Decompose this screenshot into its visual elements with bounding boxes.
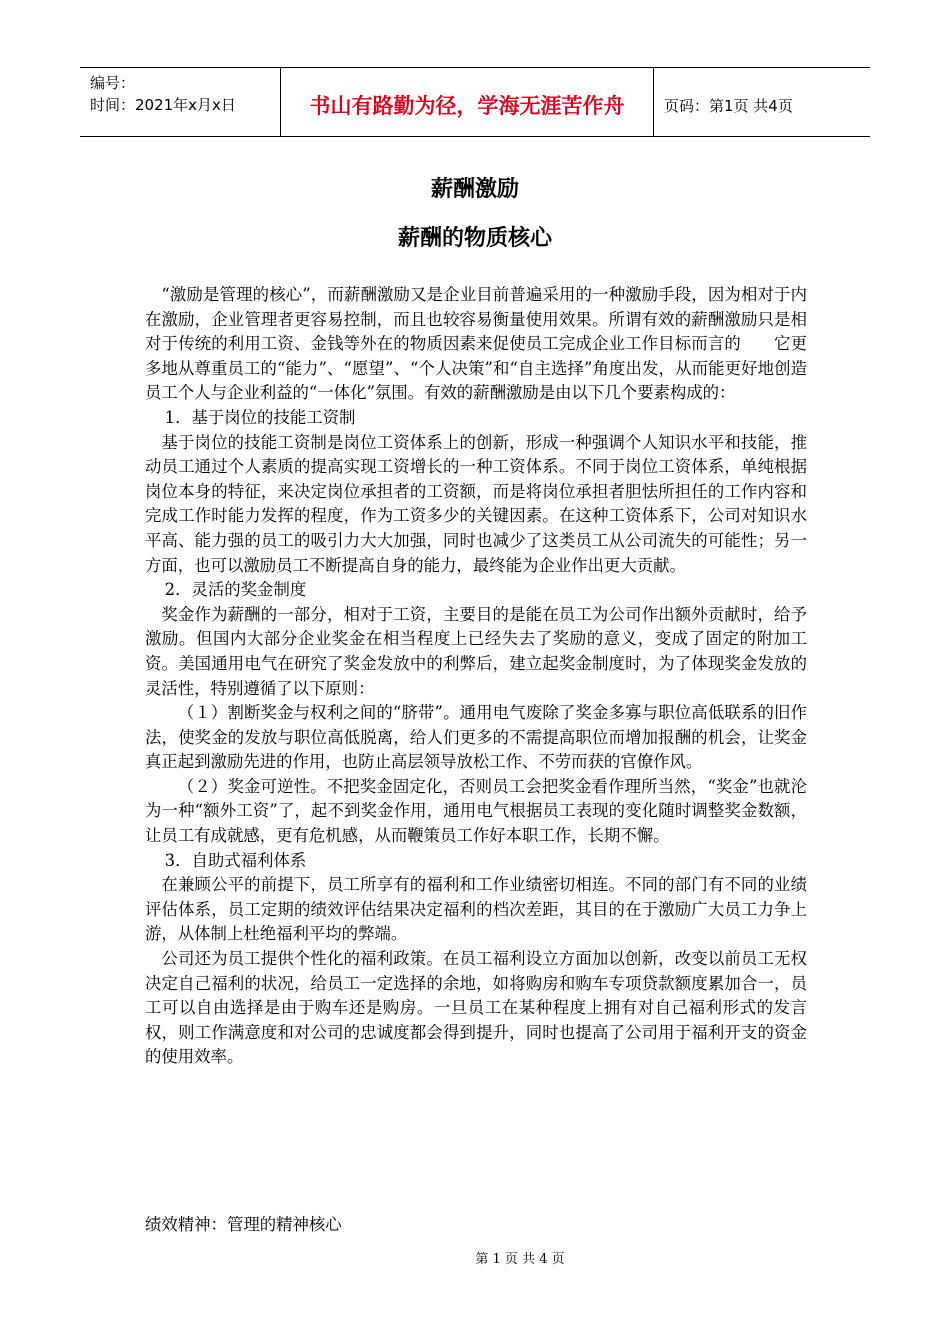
intro-paragraph: “激励是管理的核心”，而薪酬激励又是企业目前普遍采用的一种激励手段，因为相对于内在激励，企业管理者更容易控制，而且也较容易衡量使用效果。所谓有效的薪酬激励只是相对于传统的利用工资、金钱等外在的物质因素来促使员工完成企业工作目标而言的 它更多地从尊重员工的“能力”、“愿望”、“个人决策”和“自主选择”角度出发，从而能更好地创造员工个人与企业利益的“一体化”氛围。有效的薪酬激励是由以下几个要素构成的：: [145, 285, 807, 403]
body-paragraph: 在兼顾公平的前提下，员工所享有的福利和工作业绩密切相连。不同的部门有不同的业绩评估体系，员工定期的绩效评估结果决定福利的档次差距，其目的在于激励广大员工力争上游，从体制上杜绝福利平均的弊端。: [145, 875, 807, 944]
closing-line: 绩效精神：管理的精神核心: [145, 1215, 342, 1234]
header-meta-cell: [80, 68, 281, 136]
header-motto: 书山有路勤为径，学海无涯苦作舟: [281, 68, 654, 136]
document-title: 薪酬激励: [430, 177, 519, 202]
section-heading-3: 3．自助式福利体系: [164, 850, 307, 870]
document-subtitle: 薪酬的物质核心: [397, 226, 552, 251]
section-heading-1: 1．基于岗位的技能工资制: [164, 407, 356, 427]
header-number-label: 编号：: [90, 74, 136, 92]
body-paragraph: 奖金作为薪酬的一部分，相对于工资，主要目的是能在员工为公司作出额外贡献时，给予激励。但国内大部分企业奖金在相当程度上已经失去了奖励的意义，变成了固定的附加工资。美国通用电气在研究了奖金发放中的利弊后，建立起奖金制度时，为了体现奖金发放的灵活性，特别遵循了以下原则：: [145, 604, 807, 698]
header-time-label: 时间：2021年x月x日: [90, 96, 236, 114]
page-number-footer: 第 1 页 共 4 页: [475, 1252, 565, 1267]
section-heading-2: 2．灵活的奖金制度: [164, 580, 307, 600]
document-body: [145, 283, 807, 1070]
body-paragraph: 基于岗位的技能工资制是岗位工资体系上的创新，形成一种强调个人知识水平和技能，推动员工通过个人素质的提高实现工资增长的一种工资体系。不同于岗位工资体系，单纯根据岗位本身的特征，来决定岗位承担者的工资额，而是将岗位承担者胆怯所担任的工作内容和完成工作时能力发挥的程度，作为工资多少的关键因素。在这种工资体系下，公司对知识水平高、能力强的员工的吸引力大大加强，同时也减少了这类员工从公司流失的可能性；另一方面，也可以激励员工不断提高自身的能力，最终能为企业作出更大贡献。: [145, 432, 807, 575]
body-paragraph: 公司还为员工提供个性化的福利政策。在员工福利设立方面加以创新，改变以前员工无权决定自己福利的状况，给员工一定选择的余地，如将购房和购车专项贷款额度累加合一，员工可以自由选择是由于购车还是购房。一旦员工在某种程度上拥有对自己福利形式的发言权，则工作满意度和对公司的忠诚度都会得到提升，同时也提高了公司用于福利开支的资金的使用效率。: [145, 949, 807, 1067]
header-page-code: 页码：第1页 共4页: [664, 96, 793, 115]
sub-item-2: （２）奖金可逆性。不把奖金固定化，否则员工会把奖金看作理所当然，“奖金”也就沦为一种“额外工资”了，起不到奖金作用，通用电气根据员工表现的变化随时调整奖金数额，让员工有成就感，更有危机感，从而鞭策员工作好本职工作，长期不懈。: [145, 776, 807, 846]
document-header: [80, 67, 870, 137]
sub-item-1: （１）割断奖金与权利之间的“脐带”。通用电气废除了奖金多寡与职位高低联系的旧作法，使奖金的发放与职位高低脱离，给人们更多的不需提高职位而增加报酬的机会，让奖金真正起到激励先进的作用，也防止高层领导放松工作、不劳而获的官僚作风。: [145, 703, 807, 772]
